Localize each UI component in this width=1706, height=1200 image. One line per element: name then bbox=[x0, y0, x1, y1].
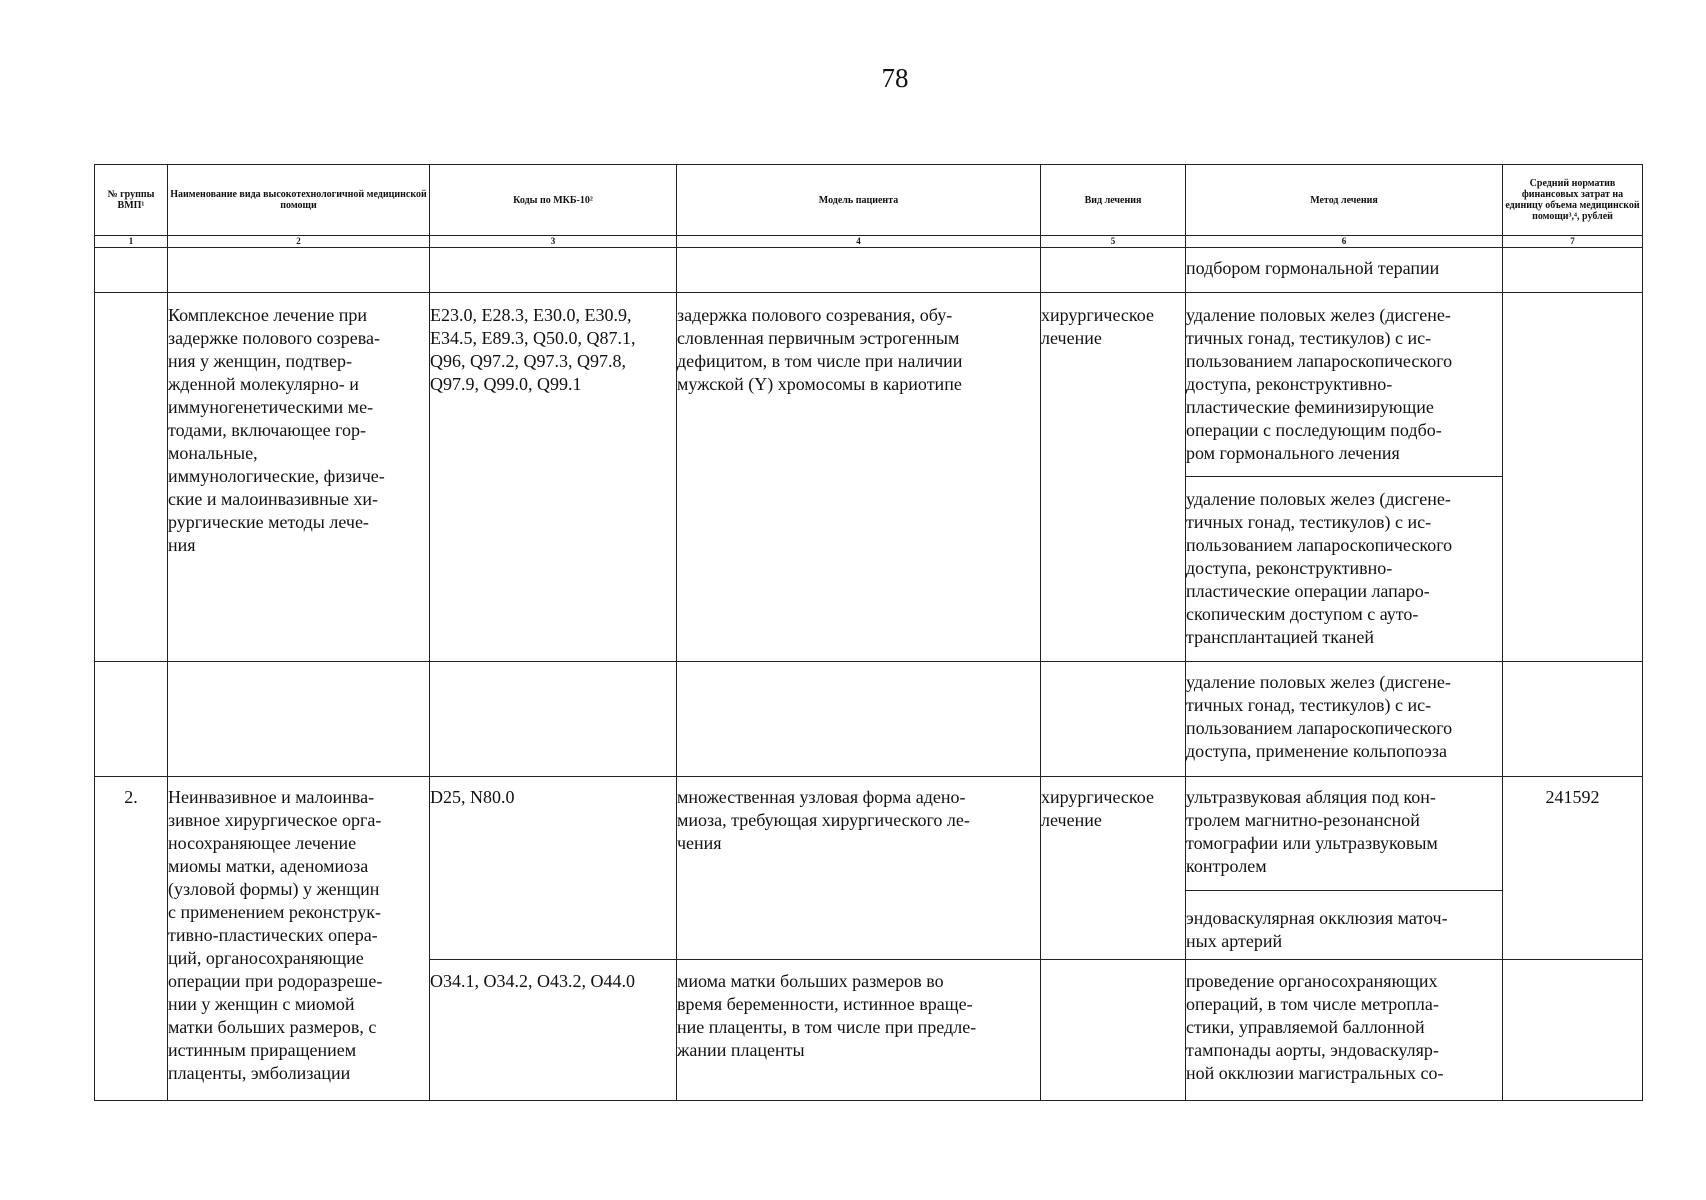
icd-codes-text: O34.1, O34.2, O43.2, O44.0 bbox=[430, 971, 635, 991]
empty-cell bbox=[1041, 960, 1186, 1101]
group-number-text: 2. bbox=[124, 787, 138, 807]
patient-model-text: миома матки больших размеров во время беременности, истинное враще- ние плаценты, в том числе при предле- жании плаценты bbox=[677, 971, 977, 1060]
table-row bbox=[95, 662, 1643, 777]
empty-cell bbox=[95, 662, 168, 777]
table-row bbox=[95, 777, 1643, 891]
average-cost-value: 241592 bbox=[1545, 787, 1600, 807]
empty-cell bbox=[1503, 662, 1643, 777]
method-text: удаление половых желез (дисгене- тичных гонад, тестикулов) с ис- пользованием лапароскопического доступа, реконструктивно- пластические операции лапаро- скопическим доступом с ауто- трансплантацией тканей bbox=[1186, 489, 1453, 647]
header-group-number: № группы ВМП¹ bbox=[95, 165, 168, 236]
column-number-row bbox=[95, 236, 1643, 248]
care-type-name-cell bbox=[168, 293, 430, 662]
header-treatment-method: Метод лечения bbox=[1186, 165, 1503, 236]
method-text: удаление половых желез (дисгене- тичных гонад, тестикулов) с ис- пользованием лапароскопического доступа, применение кольпопоэза bbox=[1186, 672, 1453, 761]
care-type-name-text: Неинвазивное и малоинва- зивное хирургическое орга- носохраняющее лечение миомы матки, аденомиоза (узловой формы) у женщин с применением реконструк- тивно-пластических опера- ций, органосохраняющие операции при родоразреше- нии у женщин с миомой матки больших размеров, с истинным приращением плаценты, эмболизации bbox=[168, 787, 383, 1083]
method-cell bbox=[1186, 777, 1503, 891]
method-cell bbox=[1186, 248, 1503, 293]
page-number: 78 bbox=[881, 63, 909, 93]
empty-cell bbox=[1041, 662, 1186, 777]
header-treatment-type: Вид лечения bbox=[1041, 165, 1186, 236]
empty-cell bbox=[95, 248, 168, 293]
patient-model-text: множественная узловая форма адено- миоза, требующая хирургического ле- чения bbox=[677, 787, 970, 853]
method-cell bbox=[1186, 960, 1503, 1101]
empty-cell bbox=[430, 662, 677, 777]
patient-model-cell bbox=[677, 777, 1041, 960]
empty-cell bbox=[95, 293, 168, 662]
header-average-cost: Средний норматив финансовых затрат на единицу объема медицинской помощи³,⁴, рублей bbox=[1503, 165, 1643, 236]
header-care-type-name: Наименование вида высокотехнологичной медицинской помощи bbox=[168, 165, 430, 236]
empty-cell bbox=[677, 662, 1041, 777]
empty-cell bbox=[1503, 960, 1643, 1101]
empty-cell bbox=[1041, 248, 1186, 293]
column-number: 3 bbox=[430, 236, 677, 248]
empty-cell bbox=[1503, 248, 1643, 293]
method-text: эндоваскулярная окклюзия маточ- ных артерий bbox=[1186, 908, 1448, 951]
patient-model-cell bbox=[677, 960, 1041, 1101]
method-text: ультразвуковая абляция под кон- тролем магнитно-резонансной томографии или ультразвуковым контролем bbox=[1186, 787, 1438, 876]
method-text: подбором гормональной терапии bbox=[1186, 258, 1440, 278]
treatment-type-cell bbox=[1041, 777, 1186, 960]
table-row bbox=[95, 293, 1643, 477]
method-cell bbox=[1186, 293, 1503, 477]
method-text: удаление половых желез (дисгене- тичных гонад, тестикулов) с ис- пользованием лапароскопического доступа, реконструктивно- пластические феминизирующие операции с последующим подбо- ром гормонального лечения bbox=[1186, 305, 1453, 463]
vmp-table bbox=[94, 164, 1643, 1101]
empty-cell bbox=[677, 248, 1041, 293]
treatment-type-text: хирургическое лечение bbox=[1041, 305, 1154, 348]
method-text: проведение органосохраняющих операций, в том числе метропла- стики, управляемой баллонной тампонады аорты, эндоваскуляр- ной окклюзии магистральных со- bbox=[1186, 971, 1444, 1083]
treatment-type-cell bbox=[1041, 293, 1186, 662]
empty-cell bbox=[1503, 293, 1643, 662]
group-number-cell bbox=[95, 777, 168, 1101]
icd-codes-text: E23.0, E28.3, E30.0, E30.9, E34.5, E89.3, Q50.0, Q87.1, Q96, Q97.2, Q97.3, Q97.8, Q97.9, Q99.0, Q99.1 bbox=[430, 305, 636, 394]
header-row bbox=[95, 165, 1643, 236]
header-patient-model: Модель пациента bbox=[677, 165, 1041, 236]
icd-codes-text: D25, N80.0 bbox=[430, 787, 515, 807]
empty-cell bbox=[168, 662, 430, 777]
column-number: 1 bbox=[95, 236, 168, 248]
icd-codes-cell bbox=[430, 777, 677, 960]
empty-cell bbox=[430, 248, 677, 293]
care-type-name-text: Комплексное лечение при задержке полового созрева- ния у женщин, подтвер- жденной молекулярно- и иммуногенетическими ме- тодами, включающее гор- мональные, иммунологические, физиче- ские и малоинвазивные хи- рургические методы лече- ния bbox=[168, 305, 385, 555]
empty-cell bbox=[168, 248, 430, 293]
treatment-type-text: хирургическое лечение bbox=[1041, 787, 1154, 830]
column-number: 2 bbox=[168, 236, 430, 248]
column-number: 4 bbox=[677, 236, 1041, 248]
table-row bbox=[95, 248, 1643, 293]
method-cell bbox=[1186, 662, 1503, 777]
icd-codes-cell bbox=[430, 293, 677, 662]
method-cell bbox=[1186, 477, 1503, 662]
icd-codes-cell bbox=[430, 960, 677, 1101]
patient-model-text: задержка полового созревания, обу- словленная первичным эстрогенным дефицитом, в том числе при наличии мужской (Y) хромосомы в кариотипе bbox=[677, 305, 963, 394]
column-number: 6 bbox=[1186, 236, 1503, 248]
header-icd-codes: Коды по МКБ-10² bbox=[430, 165, 677, 236]
patient-model-cell bbox=[677, 293, 1041, 662]
column-number: 7 bbox=[1503, 236, 1643, 248]
care-type-name-cell bbox=[168, 777, 430, 1101]
average-cost-cell bbox=[1503, 777, 1643, 960]
column-number: 5 bbox=[1041, 236, 1186, 248]
method-cell bbox=[1186, 891, 1503, 960]
